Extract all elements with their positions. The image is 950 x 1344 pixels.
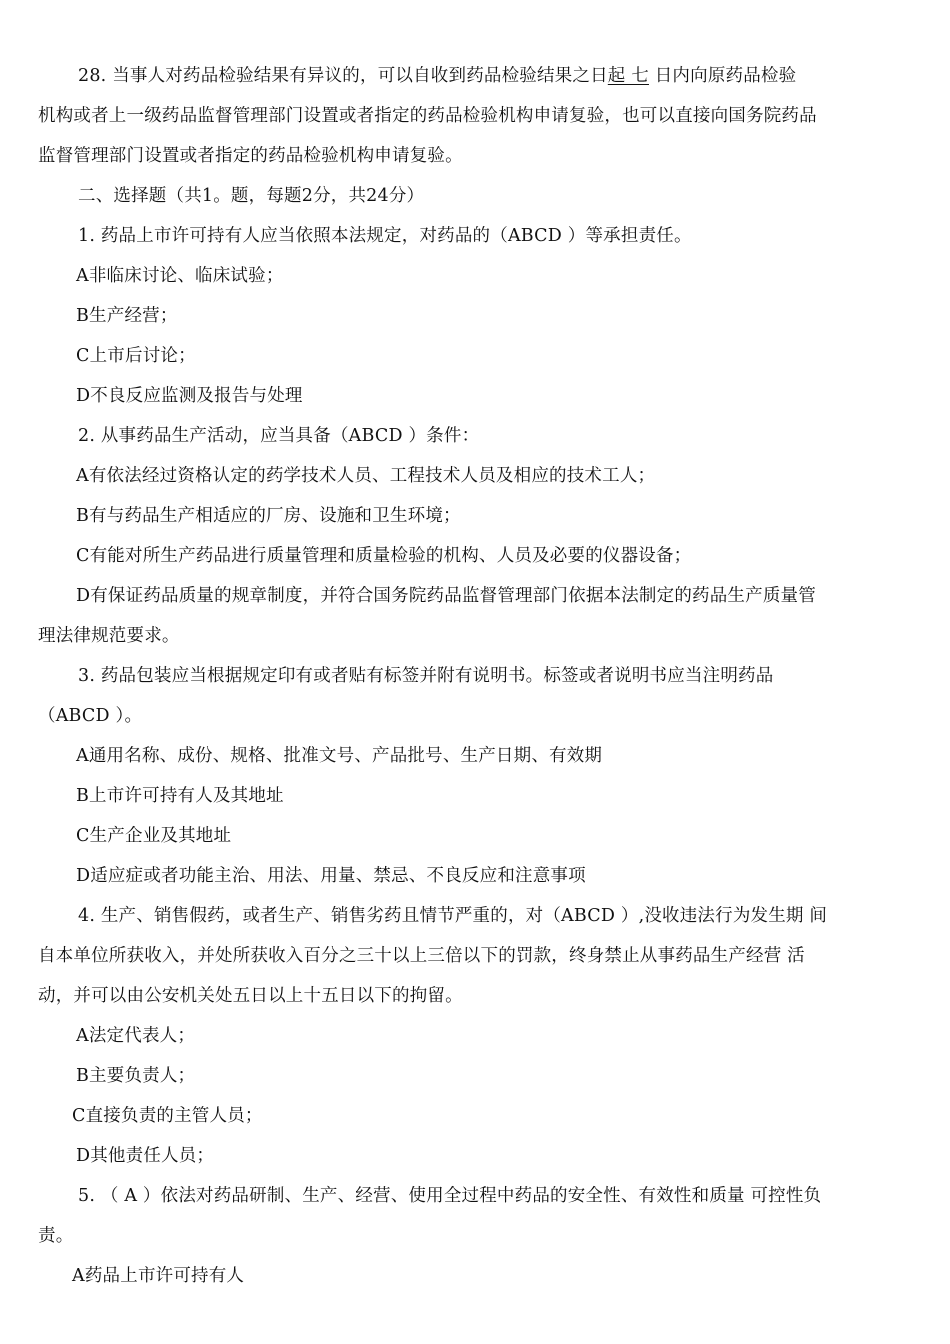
q2-option-d-cont: 理法律规范要求。 bbox=[38, 626, 180, 646]
q28-text: 28. 当事人对药品检验结果有异议的，可以自收到药品检验结果之日 bbox=[78, 66, 608, 86]
q4-option-a: A法定代表人； bbox=[76, 1026, 196, 1046]
q4-option-c: C直接负责的主管人员； bbox=[72, 1106, 263, 1126]
q5-stem-line2: 责。 bbox=[38, 1226, 74, 1246]
q3-stem: 3. 药品包装应当根据规定印有或者贴有标签并附有说明书。标签或者说明书应当注明药品 bbox=[78, 666, 774, 686]
q4-option-d: D其他责任人员； bbox=[76, 1146, 215, 1166]
q28-line3: 监督管理部门设置或者指定的药品检验机构申请复验。 bbox=[38, 146, 463, 166]
q28-answer-blank: 起 七 bbox=[607, 66, 649, 86]
q2-option-c: C有能对所生产药品进行质量管理和质量检验的机构、人员及必要的仪器设备； bbox=[76, 546, 692, 566]
q4-stem-line2: 自本单位所获收入，并处所获收入百分之三十以上三倍以下的罚款，终身禁止从事药品生产经营 活 bbox=[38, 946, 805, 966]
q4-stem-line1: 4. 生产、销售假药，或者生产、销售劣药且情节严重的，对（ABCD ）,没收违法行为发生期 间 bbox=[78, 906, 828, 926]
q3-option-c: C生产企业及其地址 bbox=[76, 826, 232, 846]
q2-option-b: B有与药品生产相适应的厂房、设施和卫生环境； bbox=[76, 506, 461, 526]
q28-line2: 机构或者上一级药品监督管理部门设置或者指定的药品检验机构申请复验，也可以直接向国务院药品 bbox=[38, 106, 817, 126]
q3-stem-cont: （ABCD ）。 bbox=[38, 706, 143, 726]
q4-option-b: B主要负责人； bbox=[76, 1066, 196, 1086]
section-heading: 二、选择题（共1。题，每题2分，共24分） bbox=[78, 186, 425, 206]
q1-stem: 1. 药品上市许可持有人应当依照本法规定，对药品的（ABCD ）等承担责任。 bbox=[78, 226, 692, 246]
q28-line1 bbox=[38, 56, 928, 96]
q2-stem: 2. 从事药品生产活动，应当具备（ABCD ）条件： bbox=[78, 426, 480, 446]
q5-option-a: A药品上市许可持有人 bbox=[72, 1266, 245, 1286]
q1-option-d: D不良反应监测及报告与处理 bbox=[76, 386, 303, 406]
q28-text-rest: 日内向原药品检验 bbox=[648, 66, 797, 86]
q3-option-b: B上市许可持有人及其地址 bbox=[76, 786, 284, 806]
q2-option-a: A有依法经过资格认定的药学技术人员、工程技术人员及相应的技术工人； bbox=[76, 466, 656, 486]
q3-option-d: D适应症或者功能主治、用法、用量、禁忌、不良反应和注意事项 bbox=[76, 866, 586, 886]
q1-option-b: B生产经营； bbox=[76, 306, 178, 326]
q2-option-d: D有保证药品质量的规章制度，并符合国务院药品监督管理部门依据本法制定的药品生产质量管 bbox=[76, 586, 816, 606]
q5-stem-line1: 5. （ A ）依法对药品研制、生产、经营、使用全过程中药品的安全性、有效性和质量 可控性负 bbox=[78, 1186, 822, 1206]
q4-stem-line3: 动，并可以由公安机关处五日以上十五日以下的拘留。 bbox=[38, 986, 463, 1006]
q1-option-c: C上市后讨论； bbox=[76, 346, 196, 366]
q3-option-a: A通用名称、成份、规格、批准文号、产品批号、生产日期、有效期 bbox=[76, 746, 603, 766]
q1-option-a: A非临床讨论、临床试验； bbox=[76, 266, 284, 286]
